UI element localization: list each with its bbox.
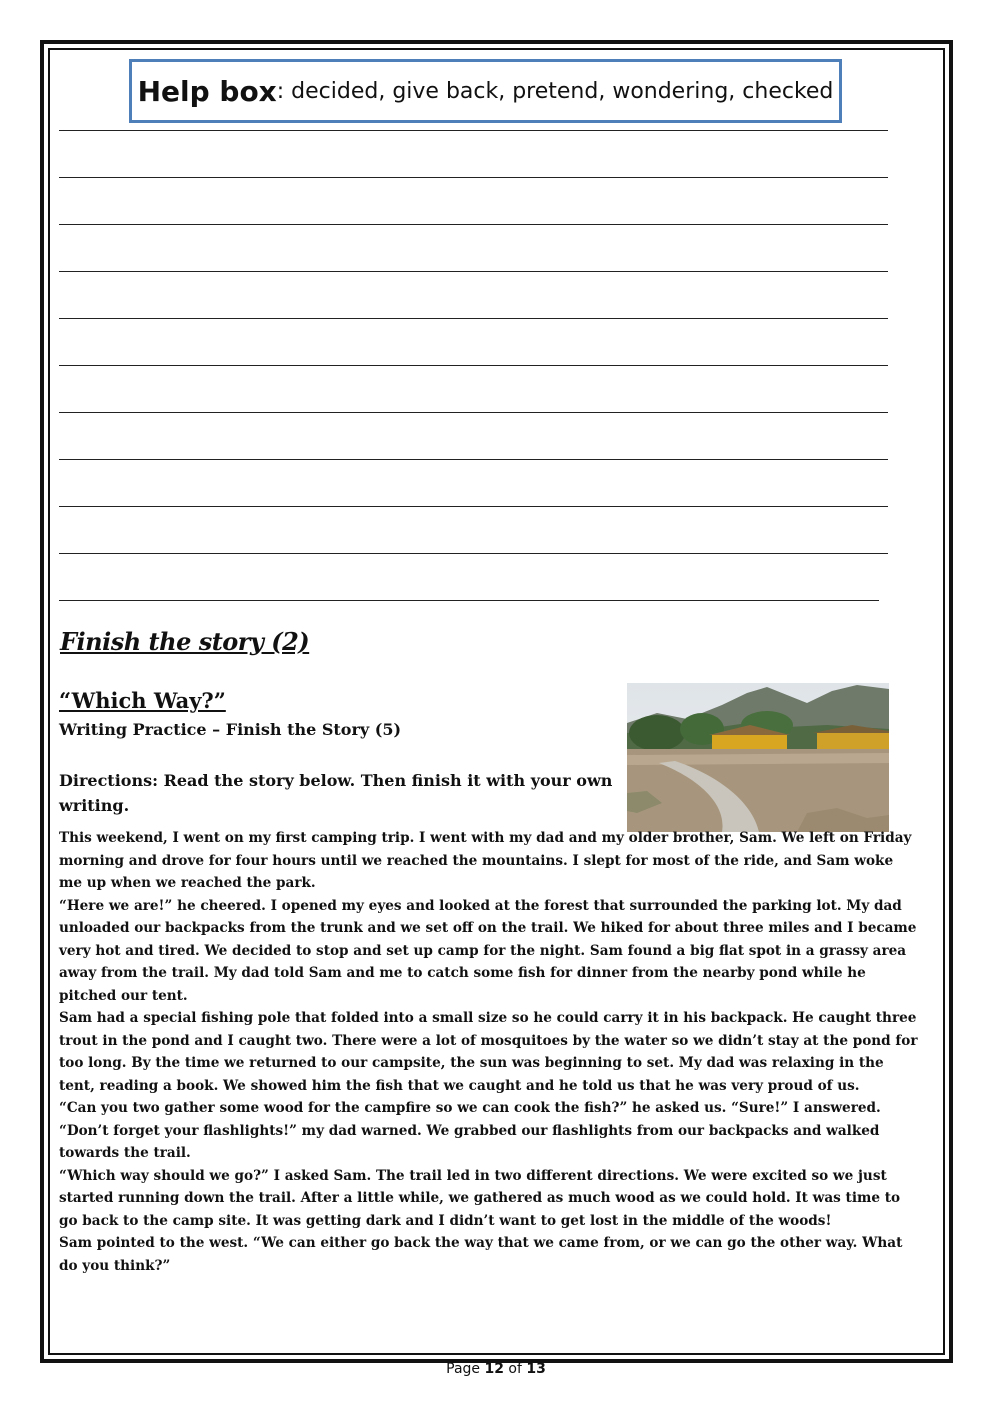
story-title: “Which Way?” [59, 688, 226, 713]
directions: Directions: Read the story below. Then finish it with your own writing. [59, 771, 613, 815]
footer-of: of [508, 1361, 522, 1377]
story-subtitle: Writing Practice – Finish the Story (5) [59, 720, 402, 739]
help-box [129, 59, 842, 123]
help-box-words: : decided, give back, pretend, wondering, checked [276, 78, 834, 104]
writing-line[interactable] [59, 459, 888, 460]
footer-prefix: Page [446, 1361, 481, 1377]
story-paragraph: Sam pointed to the west. “We can either go back the way that we came from, or we can go the other way. What do you think?” [59, 1235, 903, 1274]
story-text [59, 827, 919, 1277]
footer-page-total: 13 [526, 1361, 546, 1377]
writing-line[interactable] [59, 506, 888, 507]
section-heading: Finish the story (2) [60, 627, 310, 656]
writing-line[interactable] [59, 600, 879, 601]
story-paragraph: This weekend, I went on my first camping trip. I went with my dad and my older brother, Sam. We left on Friday morning and drove for four hours until we reached the mountains. I slept for most of the ride, and Sam woke me up when we reached the park. [59, 830, 912, 891]
writing-line[interactable] [59, 130, 888, 131]
story-paragraph: “Can you two gather some wood for the campfire so we can cook the fish?” he asked us. “Sure!” I answered. “Don’t forget your flashlights!” my dad warned. We grabbed our flashlights from our backpacks and walked towards the trail. [59, 1100, 881, 1161]
writing-line[interactable] [59, 177, 888, 178]
writing-line[interactable] [59, 412, 888, 413]
writing-line[interactable] [59, 318, 888, 319]
story-paragraph: Sam had a special fishing pole that folded into a small size so he could carry it in his backpack. He caught three trout in the pond and I caught two. There were a lot of mosquitoes by the water so we didn’t stay at the pond for too long. By the time we returned to our campsite, the sun was beginning to set. My dad was relaxing in the tent, reading a book. We showed him the fish that we caught and he told us that he was very proud of us. [59, 1010, 918, 1094]
footer-page-number: 12 [484, 1361, 504, 1377]
campsite-photo [627, 683, 889, 832]
writing-line[interactable] [59, 553, 888, 554]
story-paragraph: “Here we are!” he cheered. I opened my eyes and looked at the forest that surrounded the parking lot. My dad unloaded our backpacks from the trunk and we set off on the trail. We hiked for about three miles and I became very hot and tired. We decided to stop and set up camp for the night. Sam found a big flat spot in a grassy area away from the trail. My dad told Sam and me to catch some fish for dinner from the nearby pond while he pitched our tent. [59, 897, 917, 1004]
writing-line[interactable] [59, 224, 888, 225]
writing-line[interactable] [59, 271, 888, 272]
help-box-title: Help box [137, 74, 277, 108]
writing-line[interactable] [59, 365, 888, 366]
page-footer [0, 1361, 992, 1377]
story-paragraph: “Which way should we go?” I asked Sam. The trail led in two different directions. We were excited so we just started running down the trail. After a little while, we gathered as much wood as we could hold. It was time to go back to the camp site. It was getting dark and I didn’t want to get lost in the middle of the woods! [59, 1167, 901, 1229]
